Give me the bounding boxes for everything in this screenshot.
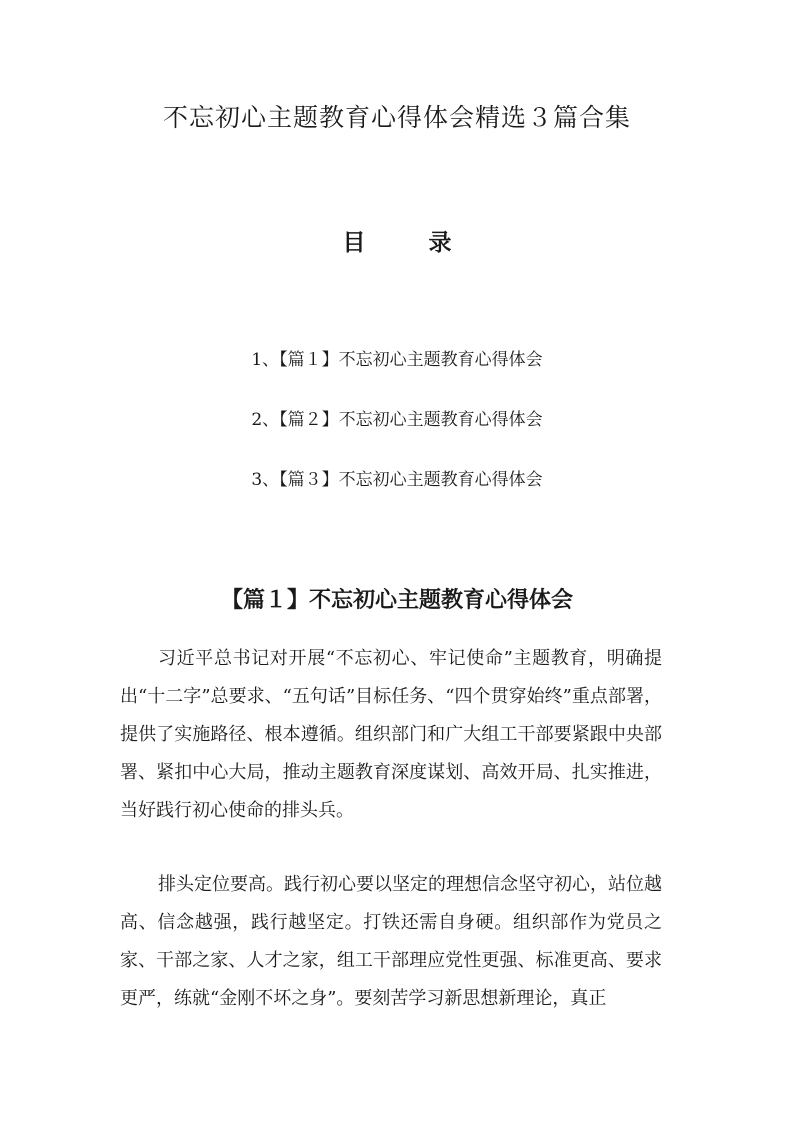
toc-item-1[interactable]: 1、【篇１】不忘初心主题教育心得体会 [251, 350, 543, 370]
toc-item-3[interactable]: 3、【篇３】不忘初心主题教育心得体会 [251, 470, 543, 490]
body-paragraph: 习近平总书记对开展“不忘初心、牢记使命”主题教育，明确提出“十二字”总要求、“五句话”目标任务、“四个贯穿始终”重点部署，提供了实施路径、根本遵循。组织部门和广大组工干部要紧跟中央部署、紧扣中心大局，推动主题教育深度谋划、高效开局、扎实推进，当好践行初心使命的排头兵。 [120, 648, 662, 821]
body-paragraph: 排头定位要高。践行初心要以坚定的理想信念坚守初心，站位越高、信念越强，践行越坚定。打铁还需自身硬。组织部作为党员之家、干部之家、人才之家，组工干部理应党性更强、标准更高、要求更严，练就“金刚不坏之身”。要刻苦学习新思想新理论，真正 [120, 874, 662, 1009]
table-of-contents [0, 345, 794, 525]
section-heading: 【篇１】不忘初心主题教育心得体会 [220, 587, 573, 613]
document-title: 不忘初心主题教育心得体会精选３篇合集 [162, 103, 631, 132]
toc-item-2[interactable]: 2、【篇２】不忘初心主题教育心得体会 [251, 410, 543, 430]
toc-heading: 目 录 [342, 229, 472, 256]
